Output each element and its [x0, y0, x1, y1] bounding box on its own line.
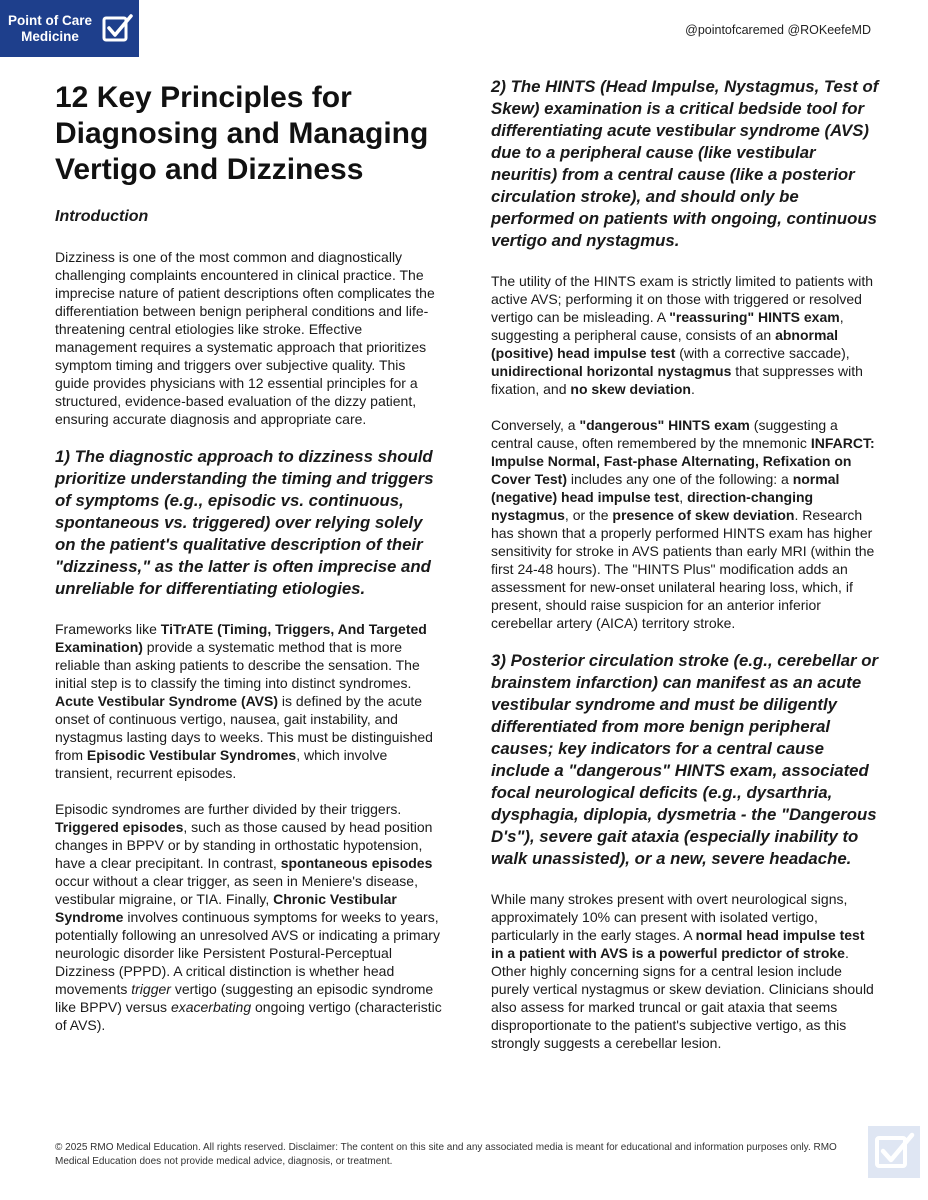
- intro-paragraph: Dizziness is one of the most common and diagnostically challenging complaints encountered in clinical practice. The imprecise nature of patient descriptions often complicates the differentiation between benign peripheral conditions and life-threatening central etiologies like stroke. Effective management requires a systematic approach that prioritizes symptom timing and triggers over subjective quality. This guide provides physicians with 12 essential principles for a structured, evidence-based evaluation of the dizzy patient, ensuring accurate diagnosis and appropriate care.: [55, 249, 435, 427]
- principle-2-paragraph-2: Conversely, a "dangerous" HINTS exam (suggesting a central cause, often remembered by the mnemonic INFARCT: Impulse Normal, Fast-phase Alternating, Refixation on Cover Test) includes any one of the following: a normal (negative) head impulse test, direction-changing nystagmus, or the presence of skew deviation. Research has shown that a properly performed HINTS exam has higher sensitivity for stroke in AVS patients than early MRI (within the first 24-48 hours). The "HINTS Plus" modification adds an assessment for new-onset unilateral hearing loss, which, if present, should raise suspicion for an anterior inferior cerebellar artery (AICA) territory stroke.: [491, 417, 875, 631]
- principle-1-paragraph-1: Frameworks like TiTrATE (Timing, Triggers, And Targeted Examination) provide a systematic method that is more reliable than asking patients to describe the sensation. The initial step is to classify the timing into distinct syndromes. Acute Vestibular Syndrome (AVS) is defined by the acute onset of continuous vertigo, nausea, gait instability, and nystagmus lasting days to weeks. This must be distinguished from Episodic Vestibular Syndromes, which involve transient, recurrent episodes.: [55, 621, 433, 781]
- intro-heading: Introduction: [55, 208, 149, 225]
- page-title: 12 Key Principles for Diagnosing and Managing Vertigo and Dizziness: [55, 81, 429, 186]
- principle-1-paragraph-2: Episodic syndromes are further divided by their triggers. Triggered episodes, such as those caused by head position changes in BPPV or by standing in orthostatic hypotension, have a clear precipitant. In contrast, spontaneous episodes occur without a clear trigger, as seen in Meniere's disease, vestibular migraine, or TIA. Finally, Chronic Vestibular Syndrome involves continuous symptoms for weeks to years, potentially following an unresolved AVS or indicating a primary neurologic disorder like Persistent Postural-Perceptual Dizziness (PPPD). A critical distinction is whether head movements trigger vertigo (suggesting an episodic syndrome like BPPV) versus exacerbating ongoing vertigo (characteristic of AVS).: [55, 801, 442, 1033]
- left-column: [55, 72, 443, 1052]
- checkbox-check-icon-watermark: [868, 1126, 920, 1178]
- principle-3-heading: 3) Posterior circulation stroke (e.g., cerebellar or brainstem infarction) can manifest as an acute vestibular syndrome and must be diligently differentiated from more benign peripheral causes; key indicators for a central cause include a "dangerous" HINTS exam, associated focal neurological deficits (e.g., dysarthria, dysphagia, diplopia, dysmetria - the "Dangerous D's"), severe gait ataxia (especially inability to walk unassisted), or a new, severe headache.: [491, 651, 879, 868]
- principle-2-heading: 2) The HINTS (Head Impulse, Nystagmus, Test of Skew) examination is a critical bedside tool for differentiating acute vestibular syndrome (AVS) due to a peripheral cause (like vestibular neuritis) from a central cause (like a posterior circulation stroke), and should only be performed on patients with ongoing, continuous vertigo and nystagmus.: [491, 77, 879, 250]
- right-column: [491, 76, 879, 1070]
- logo-text: Point of Care Medicine: [8, 12, 93, 44]
- social-handles: @pointofcaremed @ROKeefeMD: [685, 23, 871, 37]
- checkbox-check-icon: [101, 13, 133, 45]
- principle-2-paragraph-1: The utility of the HINTS exam is strictly limited to patients with active AVS; performing it on those with triggered or resolved vertigo can be misleading. A "reassuring" HINTS exam, suggesting a peripheral cause, consists of an abnormal (positive) head impulse test (with a corrective saccade), unidirectional horizontal nystagmus that suppresses with fixation, and no skew deviation.: [491, 273, 874, 397]
- brand-logo: [0, 0, 139, 57]
- principle-1-heading: 1) The diagnostic approach to dizziness should prioritize understanding the timing and triggers of symptoms (e.g., episodic vs. continuous, spontaneous vs. triggered) over relying solely on the patient's qualitative description of their "dizziness," as the latter is often imprecise and unreliable for differentiating etiologies.: [55, 447, 434, 598]
- principle-3-paragraph-1: While many strokes present with overt neurological signs, approximately 10% can present with isolated vertigo, particularly in the early stages. A normal head impulse test in a patient with AVS is a powerful predictor of stroke. Other highly concerning signs for a central lesion include purely vertical nystagmus or skew deviation. Clinicians should also assess for marked truncal or gait ataxia that seems disproportionate to the patient's subjective vertigo, as this strongly suggests a cerebellar lesion.: [491, 891, 874, 1051]
- footer-disclaimer: © 2025 RMO Medical Education. All rights reserved. Disclaimer: The content on this site and any associated media is meant for educational and information purposes only. RMO Medical Education does not provide medical advice, diagnosis, or treatment.: [55, 1142, 837, 1167]
